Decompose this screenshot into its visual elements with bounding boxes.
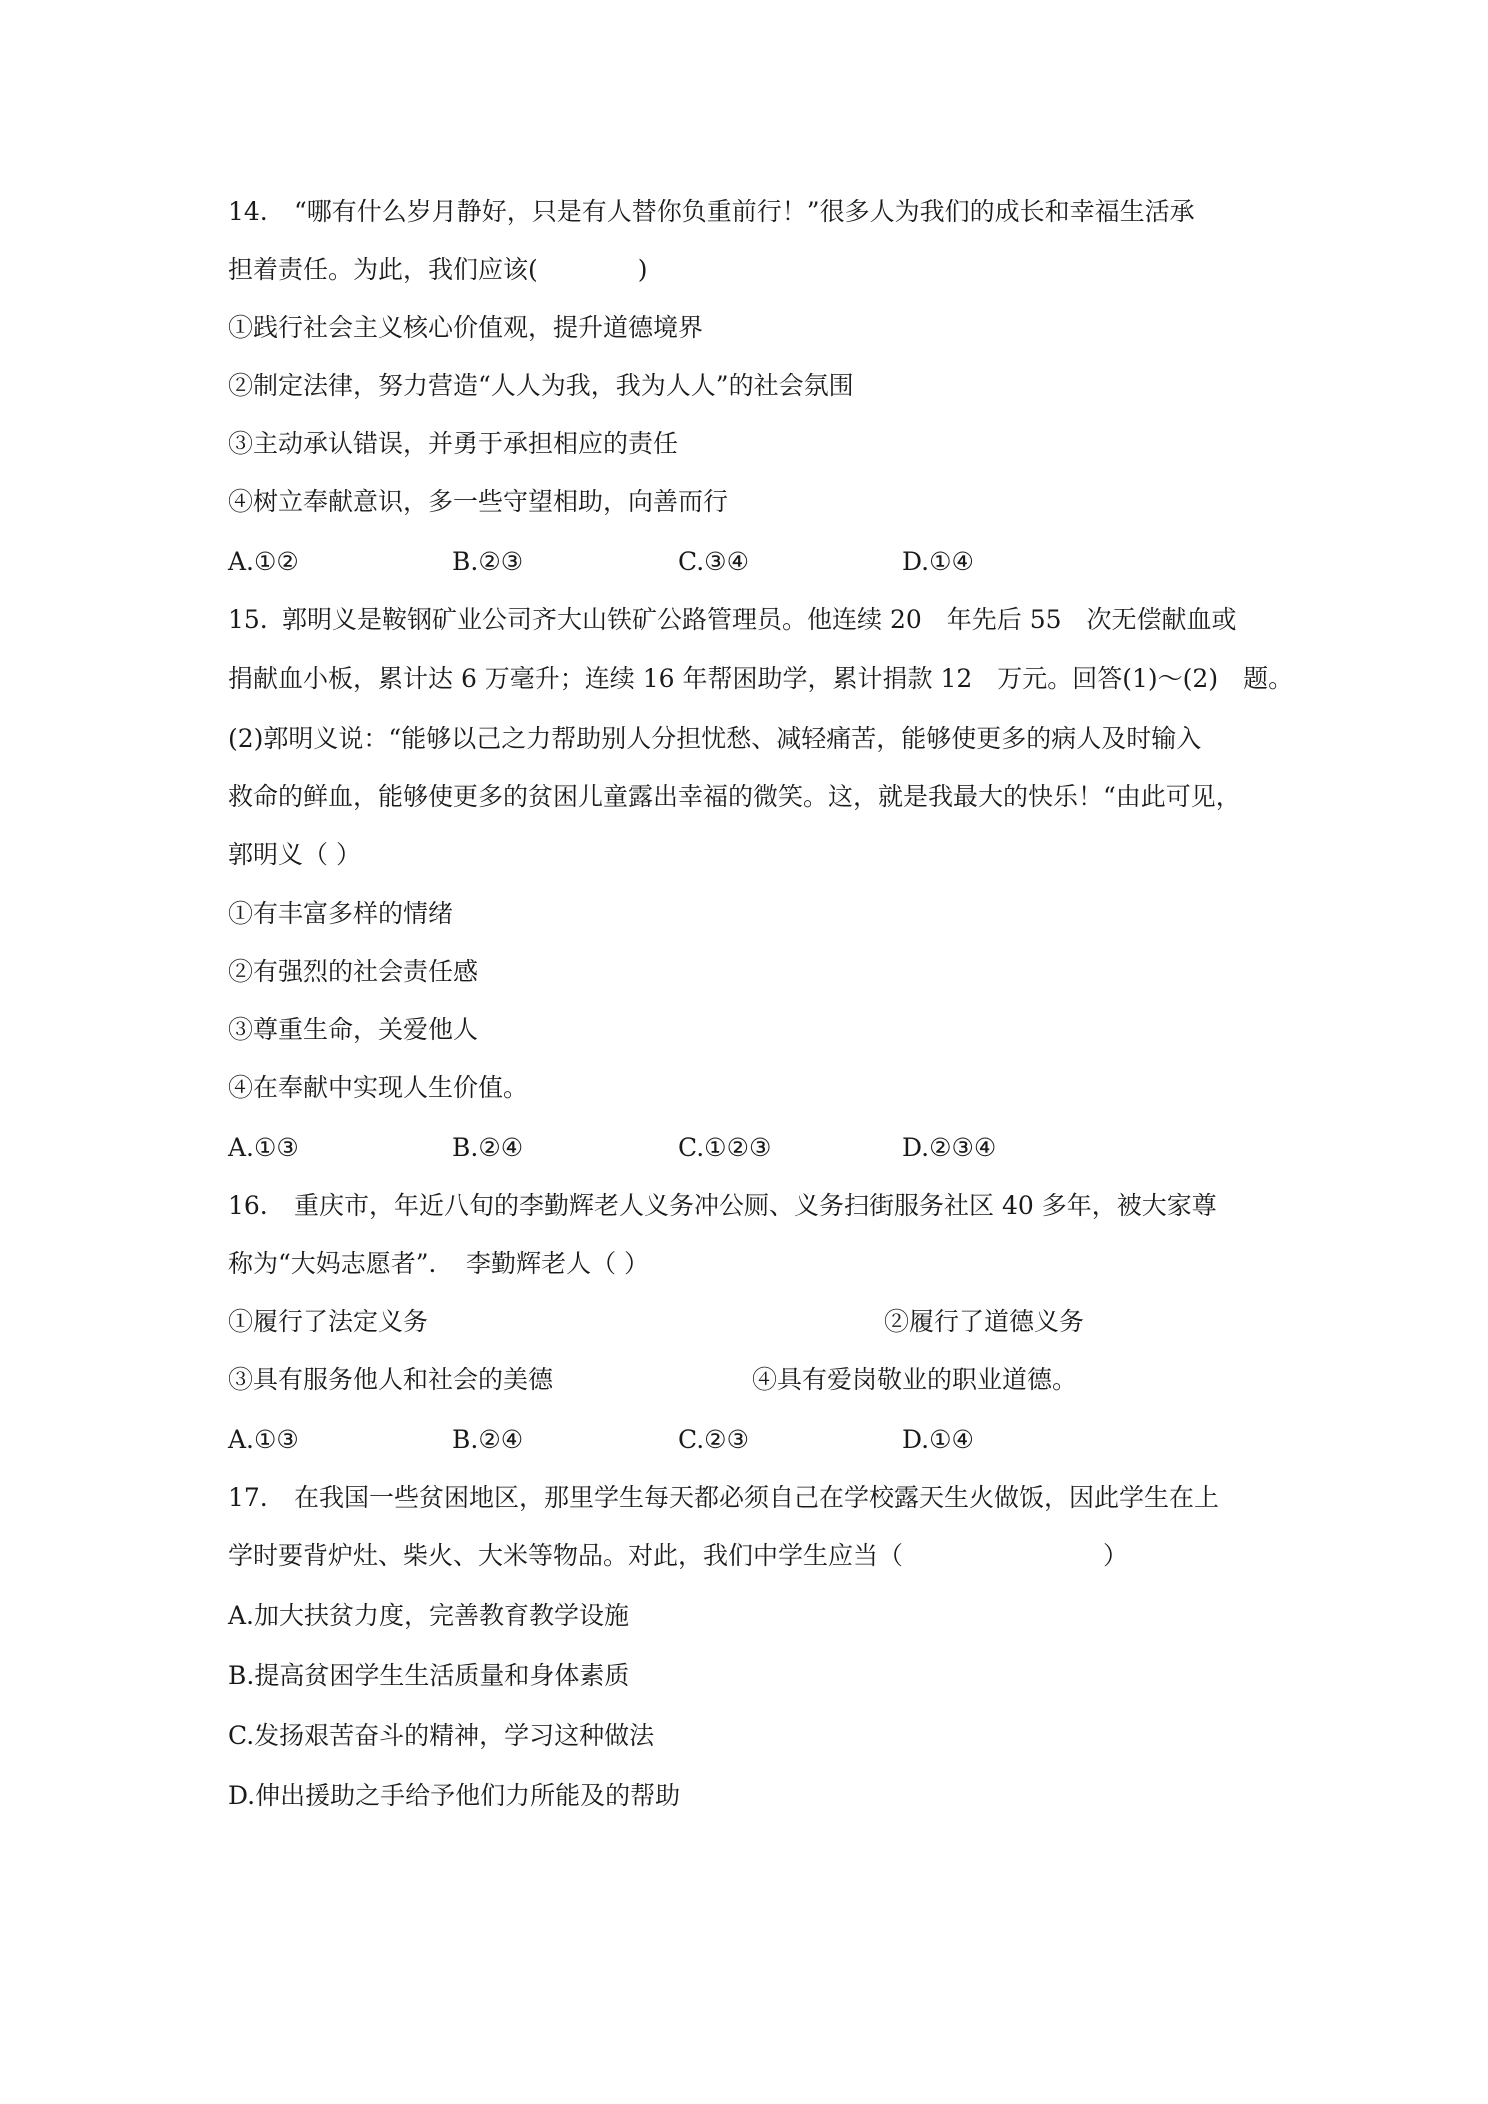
q16-option-c: C.②③ bbox=[678, 1425, 750, 1454]
q14-option-c: C.③④ bbox=[678, 547, 750, 576]
q17-option-c: C.发扬艰苦奋斗的精神，学习这种做法 bbox=[228, 1721, 655, 1750]
q17-number: 17. bbox=[228, 1483, 268, 1512]
q14-item-4: ④树立奉献意识，多一些守望相助，向善而行 bbox=[228, 487, 729, 516]
q14-stem-line-2: 担着责任。为此，我们应该( ) bbox=[228, 255, 648, 284]
q16-stem-line-1: 16. 重庆市，年近八旬的李勤辉老人义务冲公厕、义务扫街服务社区 40 多年，被大家尊 bbox=[228, 1191, 1217, 1220]
q15-option-a: A.①③ bbox=[228, 1133, 299, 1162]
q15-number: 15. bbox=[228, 605, 268, 634]
q15-option-d: D.②③④ bbox=[902, 1133, 997, 1162]
q14-stem-line-1: 14. “哪有什么岁月静好，只是有人替你负重前行！”很多人为我们的成长和幸福生活承 bbox=[228, 197, 1195, 226]
q15-sub-line-2: 救命的鲜血，能够使更多的贫困儿童露出幸福的微笑。这，就是我最大的快乐！“由此可见， bbox=[228, 782, 1241, 811]
q14-option-b: B.②③ bbox=[452, 547, 524, 576]
q15-item-1: ①有丰富多样的情绪 bbox=[228, 899, 454, 928]
q14-option-d: D.①④ bbox=[902, 547, 974, 576]
q15-item-4: ④在奉献中实现人生价值。 bbox=[228, 1073, 529, 1102]
q16-item-4: ④具有爱岗敬业的职业道德。 bbox=[752, 1365, 1078, 1394]
q16-item-3: ③具有服务他人和社会的美德 bbox=[228, 1365, 554, 1394]
q17-option-b: B.提高贫困学生生活质量和身体素质 bbox=[228, 1661, 630, 1690]
q16-item-1: ①履行了法定义务 bbox=[228, 1307, 429, 1336]
q16-option-a: A.①③ bbox=[228, 1425, 299, 1454]
q14-number: 14. bbox=[228, 197, 268, 226]
q15-stem-line-2: 捐献血小板，累计达 6 万毫升；连续 16 年帮困助学，累计捐款 12 万元。回答(1)～(2) 题。 bbox=[228, 664, 1294, 693]
q16-number: 16. bbox=[228, 1191, 268, 1220]
q17-stem-line-1: 17. 在我国一些贫困地区，那里学生每天都必须自己在学校露天生火做饭，因此学生在上 bbox=[228, 1483, 1220, 1512]
q16-item-2: ②履行了道德义务 bbox=[884, 1307, 1085, 1336]
q15-option-b: B.②④ bbox=[452, 1133, 524, 1162]
q15-item-3: ③尊重生命，关爱他人 bbox=[228, 1015, 479, 1044]
q15-option-c: C.①②③ bbox=[678, 1133, 772, 1162]
q17-option-d: D.伸出援助之手给予他们力所能及的帮助 bbox=[228, 1781, 681, 1810]
q16-option-d: D.①④ bbox=[902, 1425, 974, 1454]
q17-stem-line-2: 学时要背炉灶、柴火、大米等物品。对此，我们中学生应当（ ） bbox=[228, 1541, 1129, 1570]
q16-option-b: B.②④ bbox=[452, 1425, 524, 1454]
q14-item-2: ②制定法律，努力营造“人人为我，我为人人”的社会氛围 bbox=[228, 371, 854, 400]
q14-item-1: ①践行社会主义核心价值观，提升道德境界 bbox=[228, 313, 704, 342]
q14-item-3: ③主动承认错误，并勇于承担相应的责任 bbox=[228, 429, 679, 458]
q15-stem-line-1: 15. 郭明义是鞍钢矿业公司齐大山铁矿公路管理员。他连续 20 年先后 55 次无偿献血或 bbox=[228, 605, 1237, 634]
q15-sub-line-3: 郭明义（ ） bbox=[228, 840, 361, 869]
q17-option-a: A.加大扶贫力度，完善教育教学设施 bbox=[228, 1601, 630, 1630]
q15-item-2: ②有强烈的社会责任感 bbox=[228, 957, 479, 986]
q15-sub-line-1: (2)郭明义说：“能够以己之力帮助别人分担忧愁、减轻痛苦，能够使更多的病人及时输入 bbox=[228, 724, 1202, 753]
q16-stem-line-2: 称为“大妈志愿者”． 李勤辉老人（ ） bbox=[228, 1249, 650, 1278]
q14-option-a: A.①② bbox=[228, 547, 299, 576]
